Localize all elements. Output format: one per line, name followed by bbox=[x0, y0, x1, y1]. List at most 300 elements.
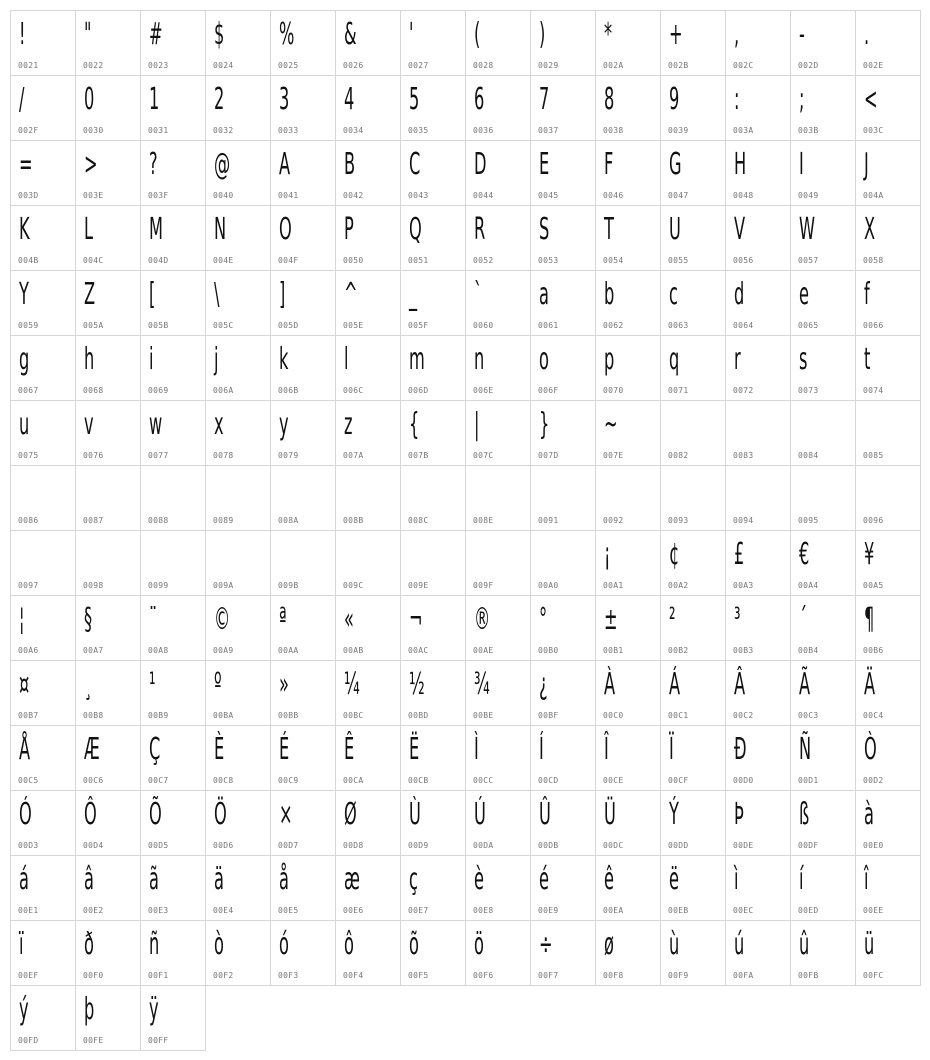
glyph-char: ï bbox=[19, 927, 24, 962]
glyph-cell bbox=[335, 725, 401, 791]
glyph-code: 00BA bbox=[213, 711, 234, 720]
glyph-char: à bbox=[864, 797, 874, 832]
glyph-code: 0083 bbox=[733, 451, 754, 460]
glyph-code: 00DE bbox=[733, 841, 754, 850]
glyph-code: 0041 bbox=[278, 191, 299, 200]
glyph-char: h bbox=[84, 342, 95, 377]
glyph-char: è bbox=[474, 862, 484, 897]
glyph-cell bbox=[205, 660, 271, 726]
glyph-code: 005B bbox=[148, 321, 169, 330]
glyph-code: 00BD bbox=[408, 711, 429, 720]
glyph-cell bbox=[465, 660, 531, 726]
glyph-cell bbox=[10, 335, 76, 401]
glyph-cell bbox=[465, 920, 531, 986]
glyph-char: õ bbox=[409, 927, 419, 962]
glyph-code: 0076 bbox=[83, 451, 104, 460]
glyph-char: C bbox=[409, 147, 421, 182]
glyph-cell bbox=[75, 725, 141, 791]
glyph-code: 0091 bbox=[538, 516, 559, 525]
glyph-char: ] bbox=[279, 277, 286, 312]
glyph-char: # bbox=[149, 17, 163, 52]
glyph-code: 00C5 bbox=[18, 776, 39, 785]
glyph-cell bbox=[660, 530, 726, 596]
glyph-code: 00F6 bbox=[473, 971, 494, 980]
glyph-char: : bbox=[734, 82, 740, 117]
glyph-char: ñ bbox=[149, 927, 160, 962]
glyph-cell bbox=[335, 335, 401, 401]
glyph-code: 00A0 bbox=[538, 581, 559, 590]
glyph-char: H bbox=[734, 147, 747, 182]
glyph-char: * bbox=[604, 17, 613, 52]
glyph-code: 0085 bbox=[863, 451, 884, 460]
glyph-char: Á bbox=[669, 667, 681, 702]
glyph-code: 007B bbox=[408, 451, 429, 460]
glyph-code: 0029 bbox=[538, 61, 559, 70]
glyph-code: 003F bbox=[148, 191, 169, 200]
glyph-cell bbox=[595, 75, 661, 141]
glyph-char: U bbox=[669, 212, 681, 247]
glyph-cell bbox=[660, 725, 726, 791]
glyph-cell bbox=[140, 270, 206, 336]
glyph-cell bbox=[75, 595, 141, 661]
glyph-cell bbox=[595, 270, 661, 336]
glyph-char: \ bbox=[214, 277, 220, 312]
glyph-cell bbox=[335, 205, 401, 271]
glyph-cell bbox=[400, 920, 466, 986]
glyph-code: 00B4 bbox=[798, 646, 819, 655]
glyph-cell bbox=[205, 790, 271, 856]
glyph-char: 3 bbox=[279, 82, 290, 117]
glyph-char: D bbox=[474, 147, 487, 182]
glyph-cell bbox=[595, 465, 661, 531]
glyph-cell bbox=[530, 335, 596, 401]
glyph-code: 00F8 bbox=[603, 971, 624, 980]
glyph-code: 00B1 bbox=[603, 646, 624, 655]
glyph-cell bbox=[530, 75, 596, 141]
glyph-code: 00A5 bbox=[863, 581, 884, 590]
glyph-code: 00F4 bbox=[343, 971, 364, 980]
glyph-cell bbox=[855, 335, 921, 401]
glyph-cell bbox=[75, 140, 141, 206]
glyph-code: 00C0 bbox=[603, 711, 624, 720]
glyph-cell bbox=[335, 660, 401, 726]
glyph-char: € bbox=[799, 537, 810, 572]
glyph-char: Ô bbox=[84, 797, 97, 832]
glyph-cell bbox=[10, 465, 76, 531]
glyph-char: 5 bbox=[409, 82, 420, 117]
glyph-char: ö bbox=[474, 927, 484, 962]
glyph-cell bbox=[270, 660, 336, 726]
glyph-char: ù bbox=[669, 927, 680, 962]
glyph-code: 004B bbox=[18, 256, 39, 265]
glyph-char: " bbox=[84, 17, 92, 52]
glyph-cell bbox=[400, 660, 466, 726]
glyph-cell bbox=[205, 270, 271, 336]
glyph-code: 00DC bbox=[603, 841, 624, 850]
glyph-code: 0087 bbox=[83, 516, 104, 525]
glyph-code: 0053 bbox=[538, 256, 559, 265]
glyph-char: ç bbox=[409, 862, 418, 897]
glyph-cell bbox=[660, 920, 726, 986]
glyph-code: 0036 bbox=[473, 126, 494, 135]
glyph-code: 00E0 bbox=[863, 841, 884, 850]
glyph-char: £ bbox=[734, 537, 745, 572]
glyph-code: 009C bbox=[343, 581, 364, 590]
glyph-char: ë bbox=[669, 862, 679, 897]
glyph-code: 0071 bbox=[668, 386, 689, 395]
glyph-cell bbox=[10, 400, 76, 466]
glyph-char: ¸ bbox=[84, 667, 93, 702]
glyph-code: 00FB bbox=[798, 971, 819, 980]
glyph-char: Í bbox=[539, 732, 544, 767]
glyph-cell bbox=[595, 140, 661, 206]
glyph-char: R bbox=[474, 212, 486, 247]
glyph-code: 009F bbox=[473, 581, 494, 590]
glyph-code: 005C bbox=[213, 321, 234, 330]
glyph-cell bbox=[530, 790, 596, 856]
glyph-char: Ù bbox=[409, 797, 421, 832]
glyph-cell bbox=[725, 75, 791, 141]
glyph-code: 0026 bbox=[343, 61, 364, 70]
glyph-code: 0060 bbox=[473, 321, 494, 330]
glyph-code: 00AB bbox=[343, 646, 364, 655]
glyph-cell bbox=[660, 465, 726, 531]
glyph-char: V bbox=[734, 212, 746, 247]
glyph-cell bbox=[10, 530, 76, 596]
glyph-cell bbox=[75, 465, 141, 531]
glyph-cell bbox=[790, 465, 856, 531]
glyph-code: 0059 bbox=[18, 321, 39, 330]
glyph-char: A bbox=[279, 147, 291, 182]
glyph-cell bbox=[140, 140, 206, 206]
glyph-code: 0048 bbox=[733, 191, 754, 200]
glyph-code: 00F0 bbox=[83, 971, 104, 980]
glyph-cell bbox=[530, 920, 596, 986]
glyph-cell bbox=[335, 595, 401, 661]
glyph-cell bbox=[335, 270, 401, 336]
glyph-code: 00D6 bbox=[213, 841, 234, 850]
glyph-code: 00D2 bbox=[863, 776, 884, 785]
glyph-code: 00DB bbox=[538, 841, 559, 850]
glyph-cell bbox=[205, 725, 271, 791]
glyph-cell bbox=[75, 335, 141, 401]
glyph-code: 0092 bbox=[603, 516, 624, 525]
glyph-char: B bbox=[344, 147, 356, 182]
glyph-cell bbox=[140, 855, 206, 921]
glyph-code: 00F9 bbox=[668, 971, 689, 980]
glyph-code: 0022 bbox=[83, 61, 104, 70]
glyph-char: J bbox=[864, 147, 869, 182]
glyph-cell bbox=[270, 75, 336, 141]
glyph-cell bbox=[790, 725, 856, 791]
glyph-char: 6 bbox=[474, 82, 485, 117]
glyph-code: 0069 bbox=[148, 386, 169, 395]
glyph-code: 0046 bbox=[603, 191, 624, 200]
glyph-code: 003D bbox=[18, 191, 39, 200]
glyph-code: 0062 bbox=[603, 321, 624, 330]
glyph-char: ø bbox=[604, 927, 614, 962]
glyph-char: ó bbox=[279, 927, 289, 962]
glyph-char: < bbox=[864, 82, 878, 117]
glyph-cell bbox=[790, 335, 856, 401]
glyph-char: 8 bbox=[604, 82, 615, 117]
glyph-cell bbox=[400, 855, 466, 921]
glyph-char: x bbox=[214, 407, 224, 442]
glyph-cell bbox=[75, 270, 141, 336]
glyph-code: 00EF bbox=[18, 971, 39, 980]
glyph-code: 00B7 bbox=[18, 711, 39, 720]
glyph-cell bbox=[400, 270, 466, 336]
glyph-char: 9 bbox=[669, 82, 680, 117]
glyph-cell bbox=[725, 920, 791, 986]
glyph-char: ¬ bbox=[409, 602, 423, 637]
glyph-cell bbox=[140, 335, 206, 401]
glyph-cell bbox=[335, 920, 401, 986]
glyph-cell bbox=[465, 725, 531, 791]
glyph-cell bbox=[465, 465, 531, 531]
glyph-code: 00EC bbox=[733, 906, 754, 915]
glyph-char: / bbox=[19, 82, 25, 117]
glyph-code: 00CD bbox=[538, 776, 559, 785]
glyph-code: 00A8 bbox=[148, 646, 169, 655]
glyph-cell bbox=[855, 10, 921, 76]
glyph-cell bbox=[790, 400, 856, 466]
glyph-cell bbox=[530, 400, 596, 466]
glyph-char: Ü bbox=[604, 797, 616, 832]
glyph-char: I bbox=[799, 147, 804, 182]
glyph-cell bbox=[660, 335, 726, 401]
glyph-char: ü bbox=[864, 927, 875, 962]
glyph-cell bbox=[855, 595, 921, 661]
glyph-char: P bbox=[344, 212, 354, 247]
glyph-code: 003C bbox=[863, 126, 884, 135]
glyph-code: 0063 bbox=[668, 321, 689, 330]
glyph-cell bbox=[660, 205, 726, 271]
glyph-char: 1 bbox=[149, 82, 160, 117]
glyph-char: ² bbox=[669, 602, 676, 637]
glyph-code: 0039 bbox=[668, 126, 689, 135]
glyph-code: 0051 bbox=[408, 256, 429, 265]
glyph-code: 004A bbox=[863, 191, 884, 200]
glyph-char: S bbox=[539, 212, 550, 247]
glyph-char: f bbox=[864, 277, 870, 312]
glyph-cell bbox=[530, 595, 596, 661]
glyph-cell bbox=[855, 530, 921, 596]
glyph-code: 0044 bbox=[473, 191, 494, 200]
glyph-code: 00D8 bbox=[343, 841, 364, 850]
glyph-cell bbox=[855, 465, 921, 531]
glyph-code: 0099 bbox=[148, 581, 169, 590]
glyph-code: 0034 bbox=[343, 126, 364, 135]
glyph-code: 0097 bbox=[18, 581, 39, 590]
glyph-cell bbox=[595, 790, 661, 856]
glyph-cell bbox=[855, 920, 921, 986]
glyph-char: 0 bbox=[84, 82, 95, 117]
glyph-code: 00B2 bbox=[668, 646, 689, 655]
glyph-code: 0068 bbox=[83, 386, 104, 395]
glyph-cell bbox=[530, 530, 596, 596]
glyph-code: 00E7 bbox=[408, 906, 429, 915]
glyph-cell bbox=[530, 10, 596, 76]
glyph-char: X bbox=[864, 212, 876, 247]
glyph-cell bbox=[270, 530, 336, 596]
glyph-code: 0058 bbox=[863, 256, 884, 265]
glyph-code: 005D bbox=[278, 321, 299, 330]
glyph-code: 0074 bbox=[863, 386, 884, 395]
glyph-code: 00ED bbox=[798, 906, 819, 915]
glyph-code: 006C bbox=[343, 386, 364, 395]
glyph-cell bbox=[855, 660, 921, 726]
glyph-cell bbox=[790, 660, 856, 726]
glyph-cell bbox=[140, 595, 206, 661]
glyph-cell bbox=[660, 75, 726, 141]
glyph-code: 0030 bbox=[83, 126, 104, 135]
glyph-code: 00E2 bbox=[83, 906, 104, 915]
glyph-code: 00CC bbox=[473, 776, 494, 785]
glyph-code: 00D5 bbox=[148, 841, 169, 850]
glyph-char: Ê bbox=[344, 732, 355, 767]
glyph-char: r bbox=[734, 342, 741, 377]
glyph-cell bbox=[660, 400, 726, 466]
glyph-code: 0094 bbox=[733, 516, 754, 525]
glyph-code: 00C4 bbox=[863, 711, 884, 720]
glyph-cell bbox=[660, 660, 726, 726]
glyph-cell bbox=[725, 530, 791, 596]
glyph-cell bbox=[205, 530, 271, 596]
glyph-char: © bbox=[214, 602, 231, 637]
glyph-cell bbox=[465, 400, 531, 466]
glyph-char: = bbox=[19, 147, 33, 182]
glyph-code: 00B6 bbox=[863, 646, 884, 655]
glyph-cell bbox=[530, 140, 596, 206]
glyph-code: 00BB bbox=[278, 711, 299, 720]
glyph-code: 00FA bbox=[733, 971, 754, 980]
glyph-cell bbox=[140, 205, 206, 271]
glyph-cell bbox=[10, 75, 76, 141]
glyph-char: { bbox=[409, 407, 420, 442]
glyph-char: ` bbox=[474, 277, 483, 312]
glyph-code: 00BE bbox=[473, 711, 494, 720]
glyph-cell bbox=[855, 140, 921, 206]
glyph-char: Þ bbox=[734, 797, 744, 832]
glyph-char: ä bbox=[214, 862, 224, 897]
glyph-cell bbox=[725, 140, 791, 206]
glyph-char: b bbox=[604, 277, 615, 312]
glyph-cell bbox=[335, 530, 401, 596]
glyph-code: 0049 bbox=[798, 191, 819, 200]
glyph-code: 00A7 bbox=[83, 646, 104, 655]
glyph-char: Ú bbox=[474, 797, 486, 832]
glyph-code: 00F5 bbox=[408, 971, 429, 980]
glyph-cell bbox=[10, 985, 76, 1051]
glyph-char: í bbox=[799, 862, 804, 897]
glyph-char: × bbox=[279, 797, 293, 832]
glyph-code: 005F bbox=[408, 321, 429, 330]
glyph-code: 002E bbox=[863, 61, 884, 70]
glyph-cell bbox=[790, 595, 856, 661]
glyph-code: 0047 bbox=[668, 191, 689, 200]
glyph-char: Õ bbox=[149, 797, 162, 832]
glyph-char: g bbox=[19, 342, 30, 377]
glyph-code: 00A4 bbox=[798, 581, 819, 590]
glyph-cell bbox=[270, 400, 336, 466]
glyph-char: Ñ bbox=[799, 732, 812, 767]
glyph-char: ú bbox=[734, 927, 745, 962]
glyph-cell bbox=[855, 205, 921, 271]
glyph-cell bbox=[400, 465, 466, 531]
glyph-code: 00EA bbox=[603, 906, 624, 915]
glyph-cell bbox=[725, 335, 791, 401]
glyph-code: 0077 bbox=[148, 451, 169, 460]
glyph-char: 7 bbox=[539, 82, 550, 117]
glyph-code: 0028 bbox=[473, 61, 494, 70]
glyph-code: 002C bbox=[733, 61, 754, 70]
glyph-code: 008E bbox=[473, 516, 494, 525]
glyph-code: 0067 bbox=[18, 386, 39, 395]
glyph-code: 003E bbox=[83, 191, 104, 200]
glyph-code: 0082 bbox=[668, 451, 689, 460]
glyph-char: é bbox=[539, 862, 549, 897]
glyph-cell bbox=[270, 920, 336, 986]
glyph-char: ¢ bbox=[669, 537, 680, 572]
glyph-code: 0043 bbox=[408, 191, 429, 200]
glyph-code: 00EE bbox=[863, 906, 884, 915]
glyph-code: 0040 bbox=[213, 191, 234, 200]
glyph-cell bbox=[855, 790, 921, 856]
glyph-cell bbox=[205, 920, 271, 986]
glyph-code: 0035 bbox=[408, 126, 429, 135]
glyph-code: 00F3 bbox=[278, 971, 299, 980]
glyph-cell bbox=[530, 270, 596, 336]
glyph-char: & bbox=[344, 17, 357, 52]
glyph-code: 00F2 bbox=[213, 971, 234, 980]
glyph-code: 00D4 bbox=[83, 841, 104, 850]
glyph-char: ³ bbox=[734, 602, 741, 637]
glyph-cell bbox=[660, 790, 726, 856]
glyph-code: 009B bbox=[278, 581, 299, 590]
glyph-cell bbox=[595, 595, 661, 661]
glyph-code: 003A bbox=[733, 126, 754, 135]
glyph-cell bbox=[400, 335, 466, 401]
glyph-cell bbox=[140, 10, 206, 76]
glyph-code: 004C bbox=[83, 256, 104, 265]
glyph-cell bbox=[140, 465, 206, 531]
glyph-cell bbox=[335, 75, 401, 141]
glyph-char: % bbox=[279, 17, 295, 52]
glyph-code: 00A6 bbox=[18, 646, 39, 655]
glyph-char: § bbox=[84, 602, 93, 637]
glyph-code: 00B3 bbox=[733, 646, 754, 655]
glyph-cell bbox=[270, 790, 336, 856]
glyph-code: 006E bbox=[473, 386, 494, 395]
glyph-cell bbox=[400, 725, 466, 791]
glyph-char: ¶ bbox=[864, 602, 875, 637]
glyph-cell bbox=[400, 75, 466, 141]
glyph-cell bbox=[855, 400, 921, 466]
glyph-code: 00C8 bbox=[213, 776, 234, 785]
glyph-code: 0084 bbox=[798, 451, 819, 460]
glyph-char: Â bbox=[734, 667, 746, 702]
glyph-code: 009A bbox=[213, 581, 234, 590]
glyph-char: Ï bbox=[669, 732, 674, 767]
glyph-code: 009E bbox=[408, 581, 429, 590]
glyph-char: ; bbox=[799, 82, 805, 117]
glyph-char: m bbox=[409, 342, 425, 377]
glyph-code: 0093 bbox=[668, 516, 689, 525]
glyph-code: 00FF bbox=[148, 1036, 169, 1045]
glyph-cell bbox=[465, 205, 531, 271]
glyph-char: $ bbox=[214, 17, 225, 52]
